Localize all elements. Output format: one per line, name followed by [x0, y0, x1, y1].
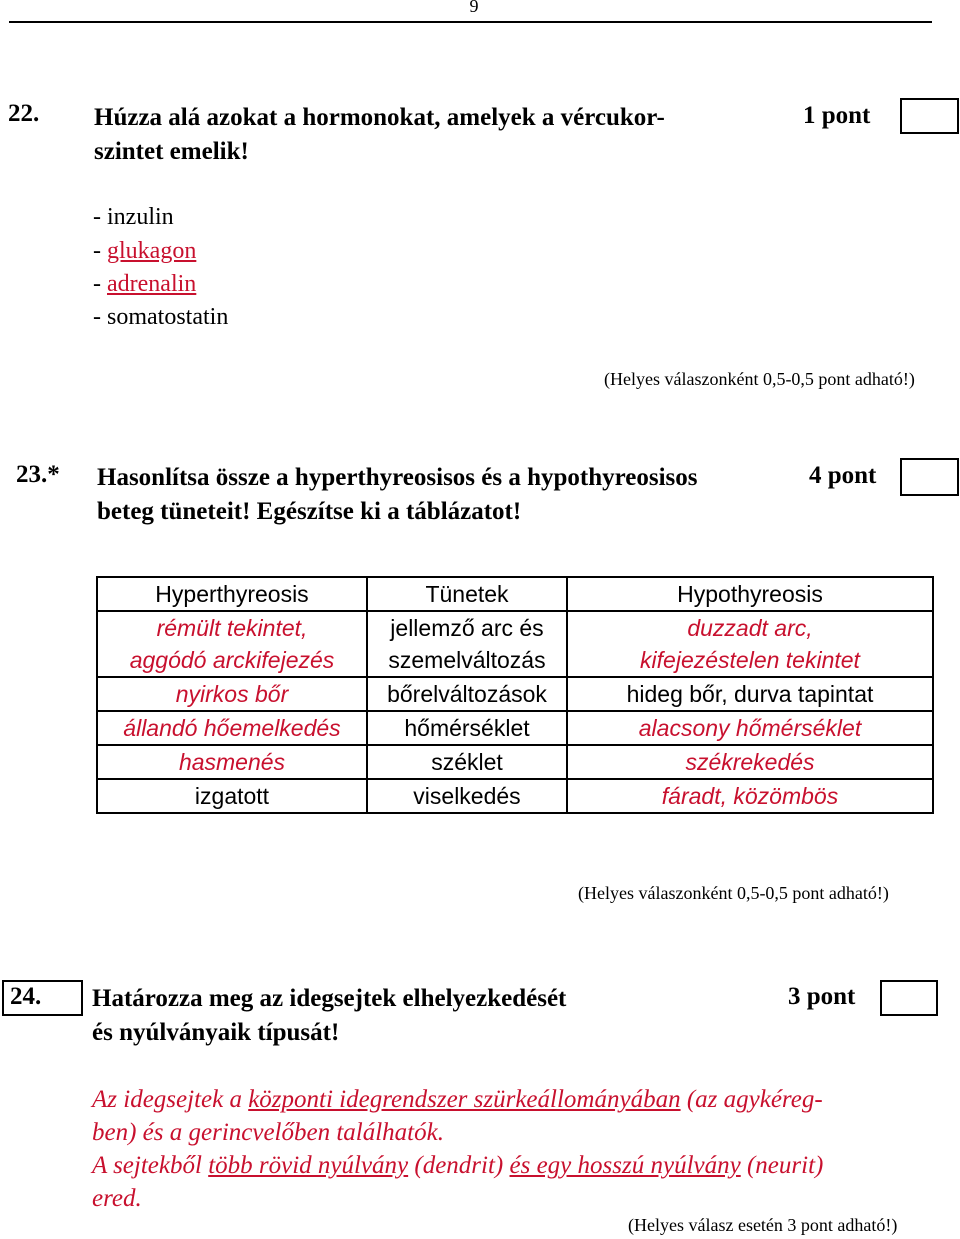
table-row: [97, 745, 933, 779]
page-number: 9: [469, 0, 479, 16]
hyper-cell: hasmenés: [97, 745, 367, 779]
q22-points: 1 pont: [803, 102, 871, 129]
q22-option[interactable]: - somatostatin: [93, 304, 229, 330]
symptom-cell: széklet: [367, 745, 567, 779]
symptom-comparison-table: [96, 576, 934, 814]
header-hypothyreosis: Hypothyreosis: [567, 577, 933, 611]
symptom-cell: viselkedés: [367, 779, 567, 813]
q23-text-line2: beteg tüneteit! Egészítse ki a táblázatot!: [97, 498, 522, 525]
q22-number: 22.: [8, 100, 40, 127]
header-symptoms: Tünetek: [367, 577, 567, 611]
q22-scoring-note: (Helyes válaszonként 0,5-0,5 pont adható!): [604, 369, 915, 389]
hypo-cell: hideg bőr, durva tapintat: [567, 677, 933, 711]
q24-answer-line4: ered.: [92, 1185, 142, 1212]
header-hyperthyreosis: Hyperthyreosis: [97, 577, 367, 611]
q24-answer-line2: ben) és a gerincvelőben találhatók.: [92, 1119, 444, 1146]
symptom-cell: hőmérséklet: [367, 711, 567, 745]
q23-scoring-note: (Helyes válaszonként 0,5-0,5 pont adható!): [578, 883, 889, 903]
q24-answer-line3: A sejtekből több rövid nyúlvány (dendrit) és egy hosszú nyúlvány (neurit): [92, 1152, 824, 1179]
q24-text-line2: és nyúlványaik típusát!: [92, 1019, 340, 1046]
hypo-cell: fáradt, közömbös: [567, 779, 933, 813]
q22-option[interactable]: - glukagon: [93, 238, 197, 264]
q22-text-line2: szintet emelik!: [94, 138, 249, 165]
q23-text-line1: Hasonlítsa össze a hyperthyreosisos és a hypothyreosisos: [97, 464, 698, 491]
table-row: [97, 779, 933, 813]
q24-points: 3 pont: [788, 983, 856, 1010]
hypo-cell: székrekedés: [567, 745, 933, 779]
symptom-cell: jellemző arc és szemelváltozás: [367, 611, 567, 677]
hyper-cell: rémült tekintet, aggódó arckifejezés: [97, 611, 367, 677]
q23-score-box[interactable]: [900, 458, 959, 496]
q22-text-line1: Húzza alá azokat a hormonokat, amelyek a vércukor-: [94, 104, 665, 131]
hypo-cell: alacsony hőmérséklet: [567, 711, 933, 745]
q22-score-box[interactable]: [900, 98, 959, 134]
table-row: [97, 611, 933, 677]
q23-points: 4 pont: [809, 462, 877, 489]
hypo-cell: duzzadt arc, kifejezéstelen tekintet: [567, 611, 933, 677]
hyper-cell: izgatott: [97, 779, 367, 813]
q24-text-line1: Határozza meg az idegsejtek elhelyezkedését: [92, 985, 567, 1012]
q22-option[interactable]: - adrenalin: [93, 271, 197, 297]
q24-score-box[interactable]: [880, 980, 938, 1016]
table-row: [97, 711, 933, 745]
q22-option[interactable]: - inzulin: [93, 204, 174, 230]
table-header-row: [97, 577, 933, 611]
hyper-cell: nyirkos bőr: [97, 677, 367, 711]
q24-answer-line1: Az idegsejtek a központi idegrendszer szürkeállományában (az agykéreg-: [92, 1086, 823, 1113]
hyper-cell: állandó hőemelkedés: [97, 711, 367, 745]
q24-scoring-note: (Helyes válasz esetén 3 pont adható!): [628, 1215, 898, 1235]
table-row: [97, 677, 933, 711]
q23-number: 23.*: [16, 461, 60, 488]
symptom-cell: bőrelváltozások: [367, 677, 567, 711]
header-rule: [9, 21, 932, 23]
q24-number: 24.: [10, 983, 42, 1010]
